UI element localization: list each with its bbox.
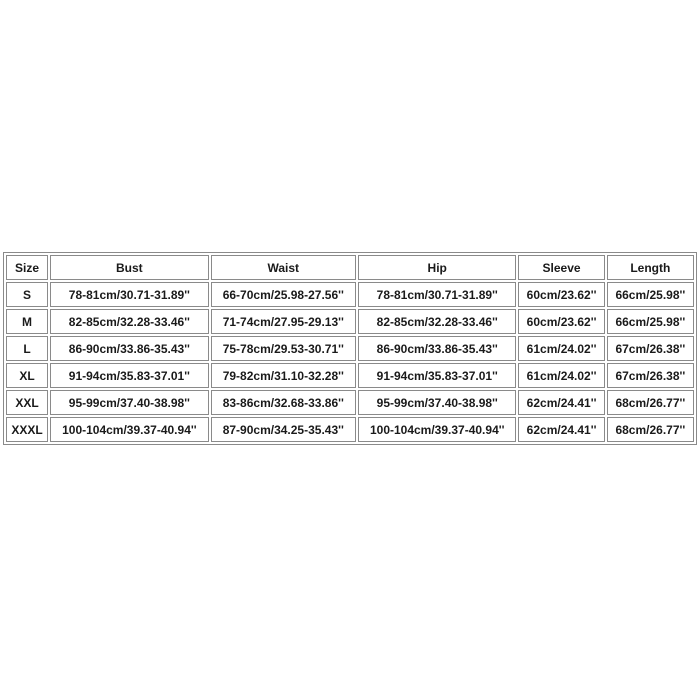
- sleeve-cell: 61cm/24.02'': [518, 363, 604, 388]
- column-header-hip: Hip: [358, 255, 516, 280]
- hip-cell: 78-81cm/30.71-31.89'': [358, 282, 516, 307]
- table-row: [6, 282, 694, 307]
- hip-cell: 82-85cm/32.28-33.46'': [358, 309, 516, 334]
- hip-cell: 100-104cm/39.37-40.94'': [358, 417, 516, 442]
- size-cell: XXL: [6, 390, 48, 415]
- waist-cell: 71-74cm/27.95-29.13'': [211, 309, 356, 334]
- waist-cell: 87-90cm/34.25-35.43'': [211, 417, 356, 442]
- size-cell: XXXL: [6, 417, 48, 442]
- size-cell: L: [6, 336, 48, 361]
- column-header-bust: Bust: [50, 255, 208, 280]
- bust-cell: 91-94cm/35.83-37.01'': [50, 363, 208, 388]
- hip-cell: 91-94cm/35.83-37.01'': [358, 363, 516, 388]
- bust-cell: 82-85cm/32.28-33.46'': [50, 309, 208, 334]
- waist-cell: 79-82cm/31.10-32.28'': [211, 363, 356, 388]
- sleeve-cell: 61cm/24.02'': [518, 336, 604, 361]
- size-cell: XL: [6, 363, 48, 388]
- column-header-size: Size: [6, 255, 48, 280]
- sleeve-cell: 62cm/24.41'': [518, 390, 604, 415]
- waist-cell: 83-86cm/32.68-33.86'': [211, 390, 356, 415]
- size-cell: S: [6, 282, 48, 307]
- waist-cell: 75-78cm/29.53-30.71'': [211, 336, 356, 361]
- bust-cell: 78-81cm/30.71-31.89'': [50, 282, 208, 307]
- bust-cell: 100-104cm/39.37-40.94'': [50, 417, 208, 442]
- waist-cell: 66-70cm/25.98-27.56'': [211, 282, 356, 307]
- length-cell: 66cm/25.98'': [607, 309, 694, 334]
- sleeve-cell: 62cm/24.41'': [518, 417, 604, 442]
- length-cell: 67cm/26.38'': [607, 336, 694, 361]
- bust-cell: 86-90cm/33.86-35.43'': [50, 336, 208, 361]
- table-header-row: [6, 255, 694, 280]
- bust-cell: 95-99cm/37.40-38.98'': [50, 390, 208, 415]
- size-chart-table: [3, 252, 697, 445]
- sleeve-cell: 60cm/23.62'': [518, 309, 604, 334]
- length-cell: 68cm/26.77'': [607, 390, 694, 415]
- table-row: [6, 390, 694, 415]
- hip-cell: 95-99cm/37.40-38.98'': [358, 390, 516, 415]
- table-row: [6, 336, 694, 361]
- column-header-sleeve: Sleeve: [518, 255, 604, 280]
- length-cell: 68cm/26.77'': [607, 417, 694, 442]
- table-row: [6, 309, 694, 334]
- length-cell: 67cm/26.38'': [607, 363, 694, 388]
- sleeve-cell: 60cm/23.62'': [518, 282, 604, 307]
- table-row: [6, 363, 694, 388]
- table-row: [6, 417, 694, 442]
- length-cell: 66cm/25.98'': [607, 282, 694, 307]
- size-cell: M: [6, 309, 48, 334]
- column-header-length: Length: [607, 255, 694, 280]
- hip-cell: 86-90cm/33.86-35.43'': [358, 336, 516, 361]
- column-header-waist: Waist: [211, 255, 356, 280]
